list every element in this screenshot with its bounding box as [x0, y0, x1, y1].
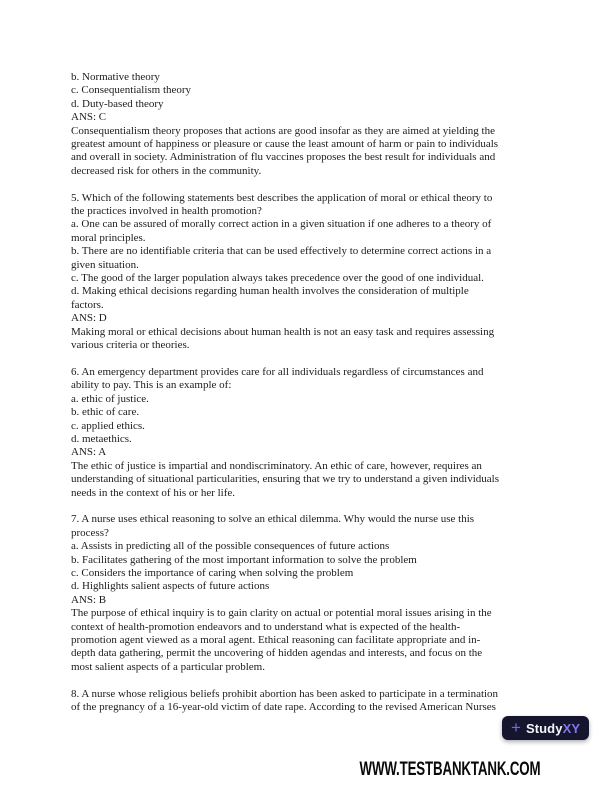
text-line: decreased risk for others in the community.	[71, 164, 262, 177]
text-line: ANS: D	[71, 312, 107, 325]
studyxy-watermark-badge[interactable]	[502, 716, 589, 740]
text-line: and overall in society. Administration of flu vaccines proposes the best result for individuals and	[71, 151, 496, 164]
brand-suffix: XY	[562, 720, 581, 736]
footer-site-url: WWW.TESTBANKTANK.COM	[359, 759, 540, 780]
text-line: the practices involved in health promotion?	[71, 205, 262, 218]
text-line: given situation.	[71, 258, 139, 271]
text-line: d. Duty-based theory	[71, 97, 164, 110]
text-line: The ethic of justice is impartial and nondiscriminatory. An ethic of care, however, requires an	[71, 459, 482, 472]
brand-name	[526, 722, 580, 735]
text-line: ability to pay. This is an example of:	[71, 379, 232, 392]
plus-icon: +	[511, 717, 521, 737]
text-line: b. There are no identifiable criteria that can be used effectively to determine correct actions in a	[71, 245, 492, 258]
text-line: b. Facilitates gathering of the most important information to solve the problem	[71, 553, 417, 566]
text-line: a. Assists in predicting all of the possible consequences of future actions	[71, 540, 390, 553]
text-line: depth data gathering, permit the uncovering of hidden agendas and interests, and focus on the	[71, 647, 483, 660]
text-line: understanding of situational particularities, ensuring that we try to understand a given individuals	[71, 473, 499, 486]
text-line: ANS: A	[71, 446, 107, 459]
text-line: a. One can be assured of morally correct action in a given situation if one adheres to a theory of	[71, 218, 492, 231]
text-line: ANS: B	[71, 593, 107, 606]
text-line: d. Highlights salient aspects of future actions	[71, 580, 270, 593]
text-line: c. Considers the importance of caring when solving the problem	[71, 566, 354, 579]
text-line: 5. Which of the following statements best describes the application of moral or ethical theory to	[71, 191, 493, 204]
text-line: d. metaethics.	[71, 432, 132, 445]
question-6	[71, 366, 551, 500]
question-7	[71, 513, 551, 674]
question-4-continuation	[71, 71, 551, 178]
text-line: Consequentialism theory proposes that actions are good insofar as they are aimed at yielding the	[71, 124, 495, 137]
text-line: 8. A nurse whose religious beliefs prohibit abortion has been asked to participate in a termination	[71, 687, 499, 700]
text-line: of the pregnancy of a 16-year-old victim of date rape. According to the revised American Nurses	[71, 701, 496, 714]
text-line: The purpose of ethical inquiry is to gain clarity on actual or potential moral issues arising in the	[71, 607, 492, 620]
text-line: c. applied ethics.	[71, 419, 145, 432]
text-line: c. The good of the larger population always takes precedence over the good of one individual.	[71, 272, 484, 285]
text-line: needs in the context of his or her life.	[71, 486, 236, 499]
text-line: moral principles.	[71, 231, 146, 244]
text-line: b. ethic of care.	[71, 406, 140, 419]
text-line: b. Normative theory	[71, 71, 160, 83]
text-line: Making moral or ethical decisions about human health is not an easy task and requires assessing	[71, 325, 495, 338]
text-line: greatest amount of happiness or pleasure or cause the least amount of harm or pain to individuals	[71, 138, 499, 151]
text-line: various criteria or theories.	[71, 339, 190, 352]
text-line: context of health-promotion endeavors and to understand what is expected of the health-	[71, 620, 461, 633]
question-8-partial	[71, 688, 551, 715]
text-line: promotion agent viewed as a moral agent. Ethical reasoning can facilitate appropriate and in-	[71, 634, 481, 647]
text-line: factors.	[71, 298, 104, 311]
text-line: 7. A nurse uses ethical reasoning to solve an ethical dilemma. Why would the nurse use this	[71, 513, 475, 526]
text-line: 6. An emergency department provides care for all individuals regardless of circumstances and	[71, 365, 484, 378]
text-line: c. Consequentialism theory	[71, 84, 192, 97]
text-line: d. Making ethical decisions regarding human health involves the consideration of multiple	[71, 285, 469, 298]
text-line: a. ethic of justice.	[71, 392, 149, 405]
text-line: most salient aspects of a particular problem.	[71, 660, 265, 673]
brand-prefix: Study	[525, 720, 563, 736]
text-line: ANS: C	[71, 111, 107, 124]
text-line: process?	[71, 526, 109, 539]
document-blocks	[71, 71, 551, 714]
question-5	[71, 192, 551, 353]
